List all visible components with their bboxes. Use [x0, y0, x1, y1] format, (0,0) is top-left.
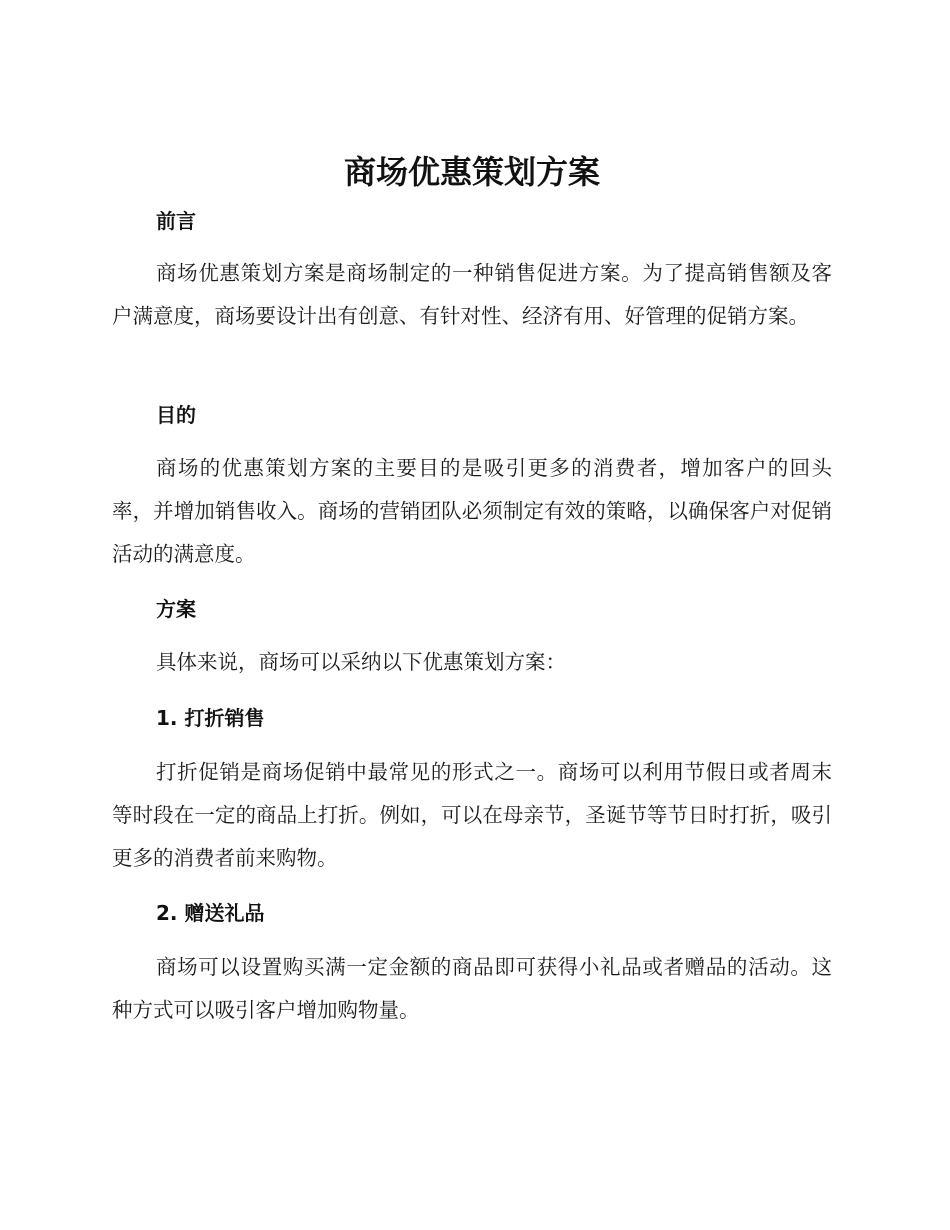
section-body-preface: 商场优惠策划方案是商场制定的一种销售促进方案。为了提高销售额及客户满意度，商场要设计出有创意、有针对性、经济有用、好管理的促销方案。 [112, 261, 832, 328]
section-heading-item1: 1. 打折销售 [156, 706, 265, 730]
section-heading-preface: 前言 [156, 209, 196, 233]
section-body-item2: 商场可以设置购买满一定金额的商品即可获得小礼品或者赠品的活动。这种方式可以吸引客户增加购物量。 [112, 955, 832, 1022]
section-heading-item2: 2. 赠送礼品 [156, 901, 265, 925]
section-body-item1: 打折促销是商场促销中最常见的形式之一。商场可以利用节假日或者周末等时段在一定的商品上打折。例如，可以在母亲节，圣诞节等节日时打折，吸引更多的消费者前来购物。 [112, 760, 832, 870]
section-heading-plan: 方案 [156, 597, 196, 621]
document-title: 商场优惠策划方案 [343, 153, 600, 191]
section-heading-purpose: 目的 [156, 403, 196, 427]
section-intro-plan: 具体来说，商场可以采纳以下优惠策划方案： [156, 650, 566, 674]
section-body-purpose: 商场的优惠策划方案的主要目的是吸引更多的消费者，增加客户的回头率，并增加销售收入。商场的营销团队必须制定有效的策略，以确保客户对促销活动的满意度。 [112, 456, 832, 566]
